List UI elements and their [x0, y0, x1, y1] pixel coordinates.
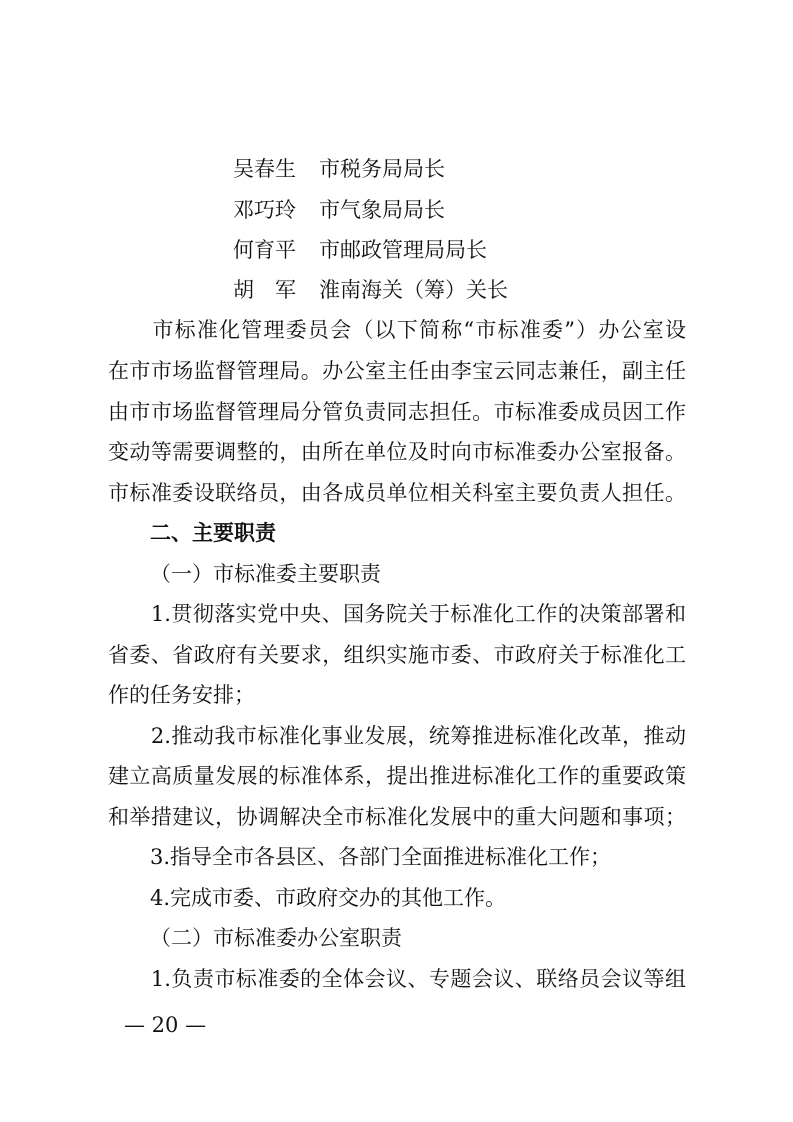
member-title: 市邮政管理局局长: [319, 238, 487, 262]
paragraph-line: 市标准委设联络员，由各成员单位相关科室主要负责人担任。: [108, 481, 686, 505]
member-name: 邓巧玲: [233, 198, 296, 222]
paragraph-line: 在市市场监督管理局。办公室主任由李宝云同志兼任，副主任: [108, 359, 686, 383]
member-row: [233, 277, 508, 303]
member-row: [233, 197, 445, 223]
paragraph-line: 1.贯彻落实党中央、国务院关于标准化工作的决策部署和: [108, 602, 686, 626]
paragraph-line: 4.完成市委、市政府交办的其他工作。: [108, 886, 507, 910]
paragraph-line: 作的任务安排；: [108, 683, 255, 707]
member-title: 市税务局局长: [319, 157, 445, 181]
member-title: 市气象局局长: [319, 198, 445, 222]
page-number: — 20 —: [124, 1013, 207, 1037]
member-name: 吴春生: [233, 157, 296, 181]
subsection-heading: （一）市标准委主要职责: [150, 562, 381, 586]
member-row: [233, 237, 487, 263]
paragraph-line: 3.指导全市各县区、各部门全面推进标准化工作；: [108, 845, 612, 869]
paragraph-line: 变动等需要调整的，由所在单位及时向市标准委办公室报备。: [108, 440, 686, 464]
paragraph-line: 建立高质量发展的标准体系，提出推进标准化工作的重要政策: [108, 764, 686, 788]
paragraph-line: 2.推动我市标准化事业发展，统筹推进标准化改革，推动: [108, 724, 686, 748]
paragraph-line: 和举措建议，协调解决全市标准化发展中的重大问题和事项；: [108, 805, 686, 829]
paragraph-line: 市标准化管理委员会（以下简称“市标准委”）办公室设: [108, 318, 686, 342]
member-name: 胡 军: [233, 278, 296, 302]
member-name: 何育平: [233, 238, 296, 262]
member-row: [233, 156, 445, 182]
subsection-heading: （二）市标准委办公室职责: [150, 926, 402, 950]
section-heading: 二、主要职责: [150, 521, 276, 545]
paragraph-line: 由市市场监督管理局分管负责同志担任。市标准委成员因工作: [108, 400, 686, 424]
paragraph-line: 1.负责市标准委的全体会议、专题会议、联络员会议等组: [108, 967, 686, 991]
member-title: 淮南海关（筹）关长: [319, 278, 508, 302]
paragraph-line: 省委、省政府有关要求，组织实施市委、市政府关于标准化工: [108, 643, 686, 667]
